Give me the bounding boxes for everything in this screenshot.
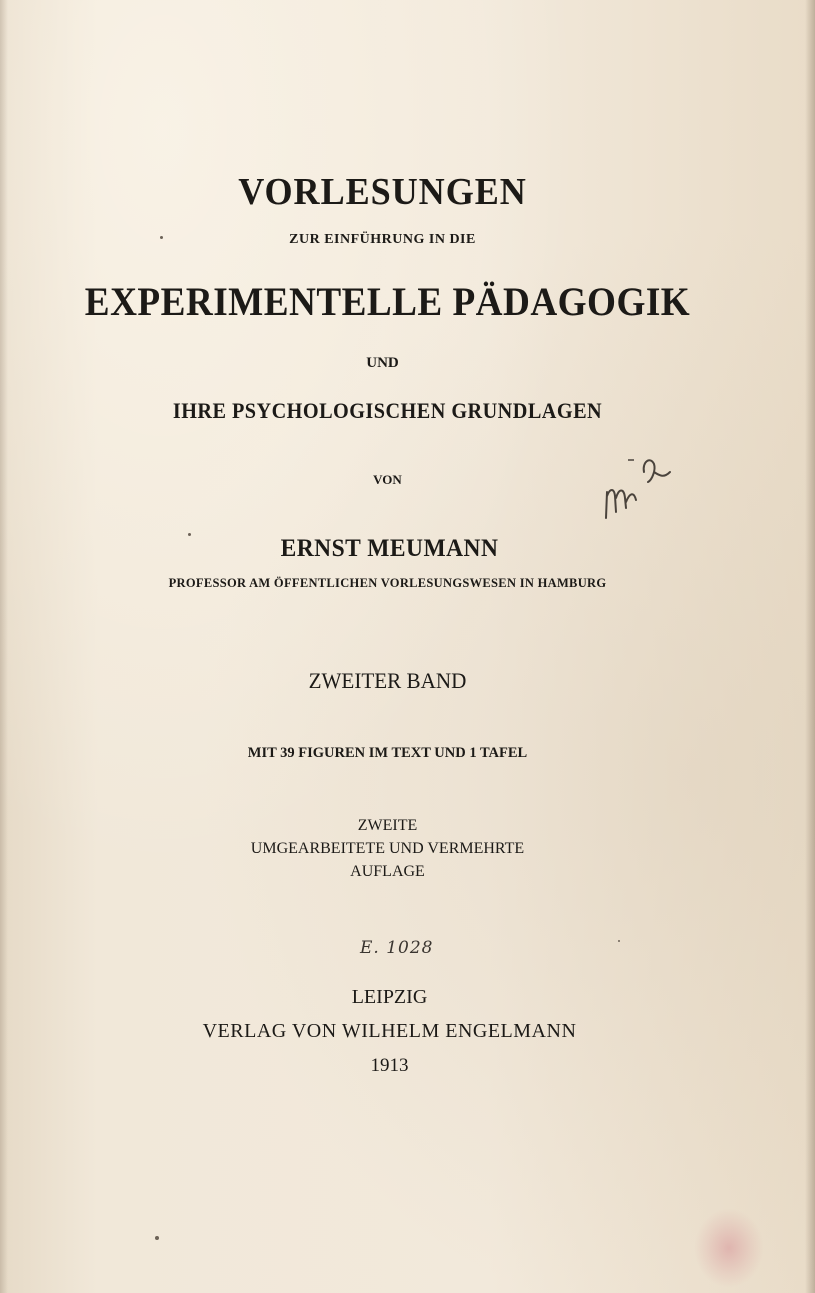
author-affiliation: PROFESSOR AM ÖFFENTLICHEN VORLESUNGSWESEN IN HAMBURG — [168, 576, 607, 590]
page-edge-shadow-right — [805, 0, 815, 1293]
title-conjunction: UND — [366, 355, 399, 371]
imprint-year: 1913 — [370, 1055, 409, 1076]
paper-speck — [188, 533, 191, 536]
edition-block — [0, 814, 795, 883]
title-secondary-subject: IHRE PSYCHOLOGISCHEN GRUNDLAGEN — [172, 398, 603, 423]
paper-speck — [155, 1236, 159, 1240]
edition-line-2: UMGEARBEITETE UND VERMEHRTE — [250, 840, 525, 857]
imprint-city: LEIPZIG — [351, 986, 428, 1008]
edition-line-3: AUFLAGE — [350, 863, 425, 880]
author-preposition: VON — [373, 472, 402, 487]
red-stamp-smudge — [694, 1208, 764, 1288]
paper-speck — [618, 940, 620, 942]
volume-label: ZWEITER BAND — [308, 668, 467, 693]
handwritten-marginal-mark — [598, 452, 678, 524]
imprint-publisher: VERLAG VON WILHELM ENGELMANN — [202, 1020, 577, 1042]
edition-line-1: ZWEITE — [357, 817, 418, 834]
title-vorlesungen: VORLESUNGEN — [238, 171, 527, 213]
title-main-subject: EXPERIMENTELLE PÄDAGOGIK — [84, 279, 691, 324]
figures-note: MIT 39 FIGUREN IM TEXT UND 1 TAFEL — [247, 745, 528, 761]
title-subline: ZUR EINFÜHRUNG IN DIE — [289, 232, 476, 247]
handwritten-shelf-number: E. 1028 — [360, 938, 434, 958]
paper-speck — [160, 236, 163, 239]
author-name: ERNST MEUMANN — [280, 535, 499, 562]
